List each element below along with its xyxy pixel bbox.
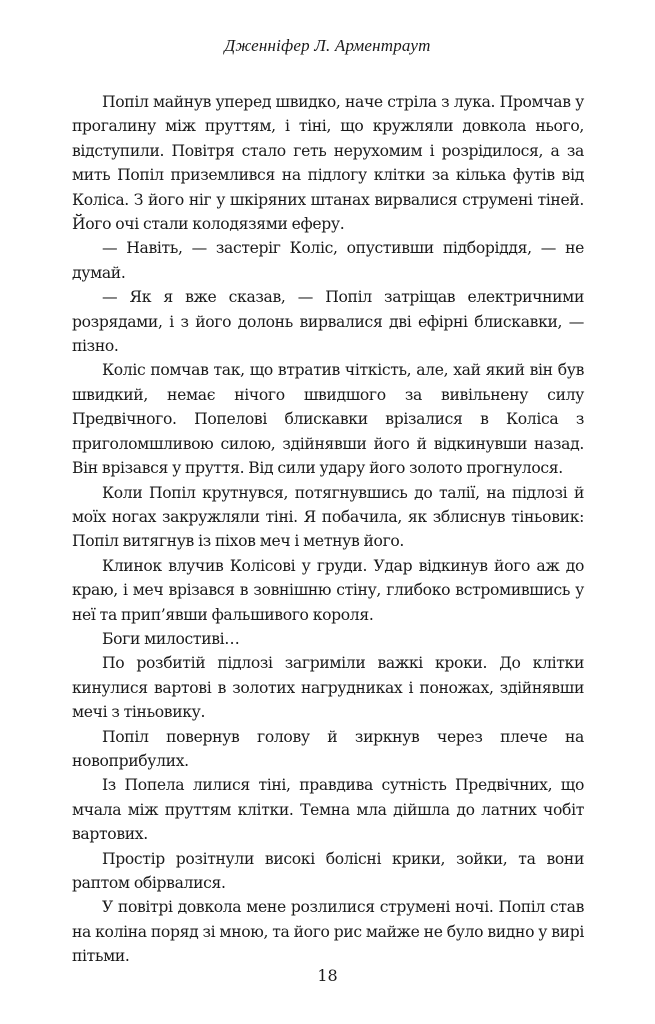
paragraph: Із Попела лилися тіні, правдива сутність Предвічних, що мчала між пруттям клітки. Темна мла дійшла до латних чобіт вартових. (72, 776, 584, 844)
paragraph: Коли Попіл крутнувся, потягнувшись до талії, на підлозі й моїх ногах закружляли тіні. Я побачила, як зблиснув тіньовик: Попіл витягнув із піхов меч і метнув його. (72, 483, 584, 551)
paragraph: У повітрі довкола мене розлилися струмені ночі. Попіл став на коліна поряд зі мною, та його рис майже не було видно у вирі пітьми. (72, 898, 584, 966)
paragraph: Клинок влучив Колісові у груди. Удар відкинув його аж до краю, і меч врізався в зовнішню стіну, глибоко встромившись у неї та прип’явши фальшивого короля. (72, 556, 584, 624)
body-text (72, 90, 584, 969)
paragraph: Попіл повернув голову й зиркнув через плече на новоприбулих. (72, 727, 584, 770)
paragraph: — Як я вже сказав, — Попіл затріщав електричними розрядами, і з його долонь вирвалися дві ефірні блискавки, — пізно. (72, 288, 584, 356)
paragraph: Коліс помчав так, що втратив чіткість, але, хай який він був швидкий, немає нічого швидшого за вивільнену силу Предвічного. Попелові блискавки врізалися в Коліса з приголомшливою силою, здійнявши його й відкинувши назад. Він врізався у пруття. Від сили удару його золото прогнулося. (72, 361, 584, 478)
page-number: 18 (317, 966, 338, 985)
paragraph: По розбитій підлозі загриміли важкі кроки. До клітки кинулися вартові в золотих нагрудниках і поножах, здійнявши мечі з тіньовику. (72, 654, 584, 722)
paragraph: Простір розітнули високі болісні крики, зойки, та вони раптом обірвалися. (72, 849, 584, 892)
paragraph: Боги милостиві… (102, 629, 240, 648)
paragraph: Попіл майнув уперед швидко, наче стріла з лука. Промчав у прогалину між пруттям, і тіні, що кружляли довкола нього, відступили. Повітря стало геть нерухомим і розрідилося, а за мить Попіл приземлився на підлогу клітки за кілька футів від Коліса. З його ніг у шкіряних штанах вирвалися струмені тіней. Його очі стали колодязями еферу. (72, 93, 584, 234)
paragraph: — Навіть, — застеріг Коліс, опустивши підборіддя, — не думай. (72, 239, 584, 282)
running-head-author: Дженніфер Л. Арментраут (224, 36, 431, 55)
